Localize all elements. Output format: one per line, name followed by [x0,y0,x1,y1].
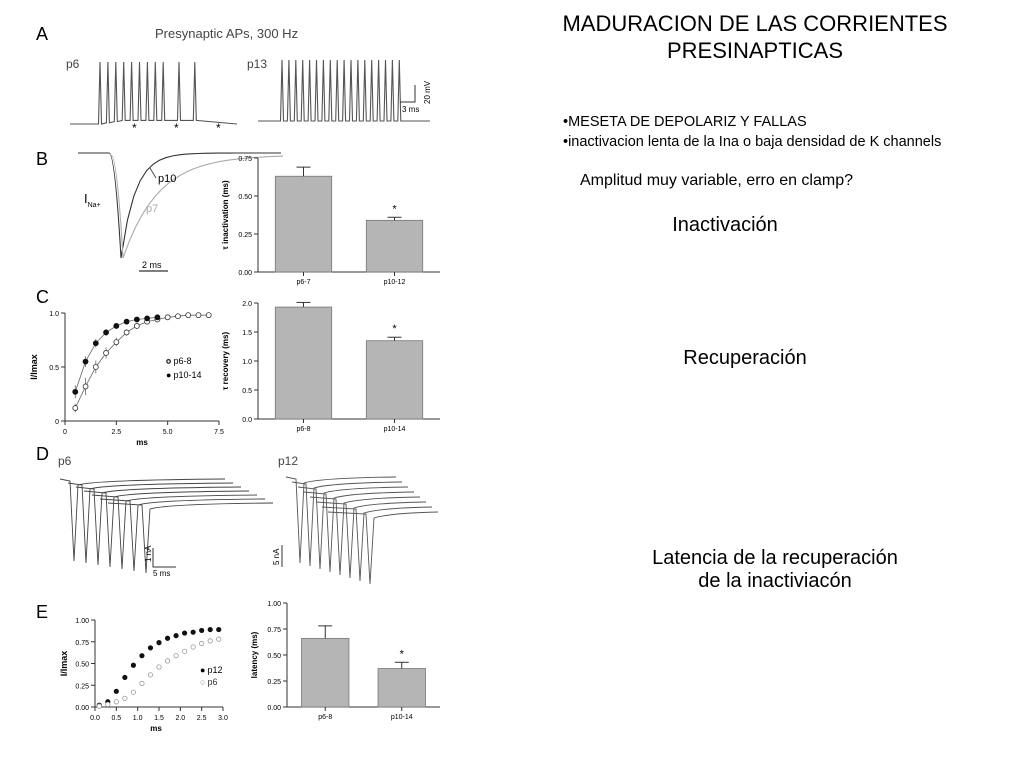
point-p10-14 [93,341,98,346]
point-p12 [165,636,169,640]
point-p6 [157,665,161,669]
point-p12 [148,646,152,650]
x-axis-label: ms [150,724,162,733]
panel-a-right-label: p13 [247,57,268,71]
p12-recovery-traces [286,477,438,584]
bar-p10-12 [366,220,422,272]
slide-title-line2: PRESINAPTICAS [666,38,844,63]
panel-a-title: Presynaptic APs, 300 Hz [155,26,299,41]
y-tick-label: 1.0 [242,359,252,366]
point-p12 [174,633,178,637]
panel-letter-d: D [36,444,49,464]
y-tick-label: 0.50 [75,661,89,669]
point-p6-8 [93,365,98,370]
x-tick-label: 2.5 [111,429,122,436]
panel-a-scale-time: 3 ms [402,105,420,114]
point-p12 [140,653,144,657]
point-p6 [123,696,127,700]
point-p10-14 [114,323,119,328]
x-tick-label: p6-8 [296,426,311,433]
recovery-trace [108,503,273,573]
x-tick-label: p10-14 [383,426,406,433]
point-p10-14 [155,315,160,320]
point-p12 [199,628,203,632]
bar-p10-14 [378,669,425,707]
panel-e-legend-open: ○ p6 [200,677,218,687]
significance-star: * [392,203,397,216]
point-p6 [217,637,221,641]
x-tick-label: 2.5 [196,715,207,722]
x-tick-label: 3.0 [218,715,228,722]
y-tick-label: 0.25 [267,679,281,686]
panel-c-legend-open: ○ p6-8 [166,356,192,366]
point-p6 [191,645,195,649]
point-p10-14 [145,316,150,321]
significance-star: * [392,323,397,336]
failure-markers: * * * [132,121,238,135]
point-p6-8 [165,315,170,320]
panel-d-scale-current-right: 5 nA [272,548,281,565]
point-p6-8 [124,330,129,335]
y-tick-label: 0.75 [75,639,89,647]
sodium-current-label: $I_{Na+}$ [84,191,101,209]
point-p10-14 [124,319,129,324]
recovery-trace [100,499,265,571]
point-p6-8 [134,323,139,328]
point-p6-8 [73,406,78,411]
x-axis-label: ms [136,438,148,447]
y-axis-label: I/Imax [59,650,69,677]
x-tick-label: 0.0 [90,715,100,722]
point-p6 [97,704,101,708]
y-axis-label: latency (ms) [250,631,259,679]
panel-a-scale-voltage: 20 mV [423,80,432,104]
point-p6-8 [196,313,201,318]
point-p6 [182,649,186,653]
panel-c-legend-filled: ● p10-14 [166,370,202,380]
y-tick-label: 0.00 [267,705,281,712]
panel-d-scale-time-left: 5 ms [153,569,171,578]
bullet-1: •MESETA DE DEPOLARIZ Y FALLAS [563,114,807,130]
x-tick-label: 1.5 [154,715,164,722]
point-p6-8 [186,313,191,318]
point-p12 [157,640,161,644]
panel-a-scale-bar [400,85,415,102]
panel-letter-c: C [36,287,49,307]
y-tick-label: 0.0 [242,417,252,424]
recovery-trace [84,491,249,567]
panel-d-right-label: p12 [278,454,299,468]
latency-time-course-chart [59,618,228,733]
point-p12 [182,631,186,635]
y-tick-label: 1.0 [49,311,59,318]
significance-star: * [399,648,404,661]
y-tick-label: 0.25 [238,232,252,239]
point-p6 [114,700,118,704]
recovery-trace [328,512,438,584]
p6-action-potential-trace [70,62,237,124]
panel-d-left-label: p6 [58,454,72,468]
point-p6 [148,673,152,677]
panel-d-left-scale-bar [153,548,176,567]
label-latency [600,547,950,593]
point-p10-14 [134,317,139,322]
p7-sodium-current-trace [110,155,283,258]
x-tick-label: 1.0 [132,715,143,722]
panel-d-scale-current-left: 1 nA [144,545,153,562]
bar-p6-8 [302,638,349,707]
point-p12 [114,689,118,693]
point-p12 [191,630,195,634]
p10-pointer [150,168,156,178]
bar-p10-14 [366,341,422,419]
y-tick-label: 2.0 [242,301,252,308]
point-p12 [208,627,212,631]
x-tick-label: 5.0 [162,429,173,436]
point-p10-14 [83,359,88,364]
panel-letter-a: A [36,24,49,44]
point-p6-8 [206,313,211,318]
p10-sodium-current-trace [78,153,281,258]
y-tick-label: 0.00 [75,705,89,712]
bullet-2: •inactivacion lenta de la Ina o baja densidad de K channels [563,134,942,150]
bar-p6-8 [275,307,331,419]
recovery-bar-chart [221,301,440,433]
latency-bar-chart [250,601,440,721]
y-tick-label: 0.25 [75,683,89,691]
point-p10-14 [73,389,78,394]
point-p6-8 [83,384,88,389]
amplitude-note: Amplitud muy variable, erro en clamp? [580,172,854,189]
y-tick-label: 0.5 [49,365,59,372]
label-recovery: Recuperación [683,347,807,369]
panel-b-label-p7: p7 [146,203,159,215]
point-p12 [217,627,221,631]
y-tick-label: 0.50 [238,194,252,201]
x-tick-label: p10-14 [390,714,413,721]
panel-e-legend-filled: ● p12 [200,665,223,675]
x-tick-label: 7.5 [214,429,224,436]
point-p6-8 [114,340,119,345]
x-tick-label: 2.0 [175,715,186,722]
point-p6 [131,690,135,694]
x-tick-label: 0.5 [111,715,122,722]
x-tick-label: p6-7 [296,279,311,286]
y-axis-label: τ recovery (ms) [221,331,230,391]
p6-recovery-traces [60,479,273,573]
label-latency-line2: de la inactiviacón [698,570,852,592]
y-tick-label: 1.00 [267,601,281,608]
x-tick-label: p6-8 [318,714,333,721]
point-p6 [174,653,178,657]
label-inactivation: Inactivación [672,214,778,236]
panel-letter-b: B [36,149,49,169]
point-p12 [123,675,127,679]
point-p6 [165,659,169,663]
y-tick-label: 0.75 [267,627,281,634]
point-p10-14 [104,330,109,335]
panel-b-label-p10: p10 [158,173,177,185]
y-tick-label: 0.50 [267,653,281,660]
y-tick-label: 1.00 [75,618,89,625]
y-tick-label: 0.5 [242,388,252,395]
y-tick-label: 1.5 [242,330,252,337]
panel-a-left-label: p6 [66,57,80,71]
y-axis-label: τ inactivation (ms) [221,180,230,250]
point-p12 [131,663,135,667]
panel-letter-e: E [36,602,49,622]
label-latency-line1: Latencia de la recuperación [652,547,898,569]
x-tick-label: 0 [63,429,67,436]
x-tick-label: p10-12 [383,279,406,286]
panel-b-scale-time: 2 ms [142,260,162,270]
point-p6 [208,639,212,643]
y-tick-label: 0 [55,419,59,426]
slide-title-line1: MADURACION DE LAS CORRIENTES [562,11,948,36]
point-p6-8 [104,350,109,355]
slide-title [520,10,990,64]
y-axis-label: I/Imax [29,354,39,380]
point-p6-8 [175,314,180,319]
inactivation-bar-chart [221,156,440,286]
y-tick-label: 0.75 [238,156,252,163]
point-p6 [199,641,203,645]
y-tick-label: 0.00 [238,270,252,277]
point-p6 [140,681,144,685]
bar-p6-7 [275,176,331,272]
point-p6 [106,702,110,706]
